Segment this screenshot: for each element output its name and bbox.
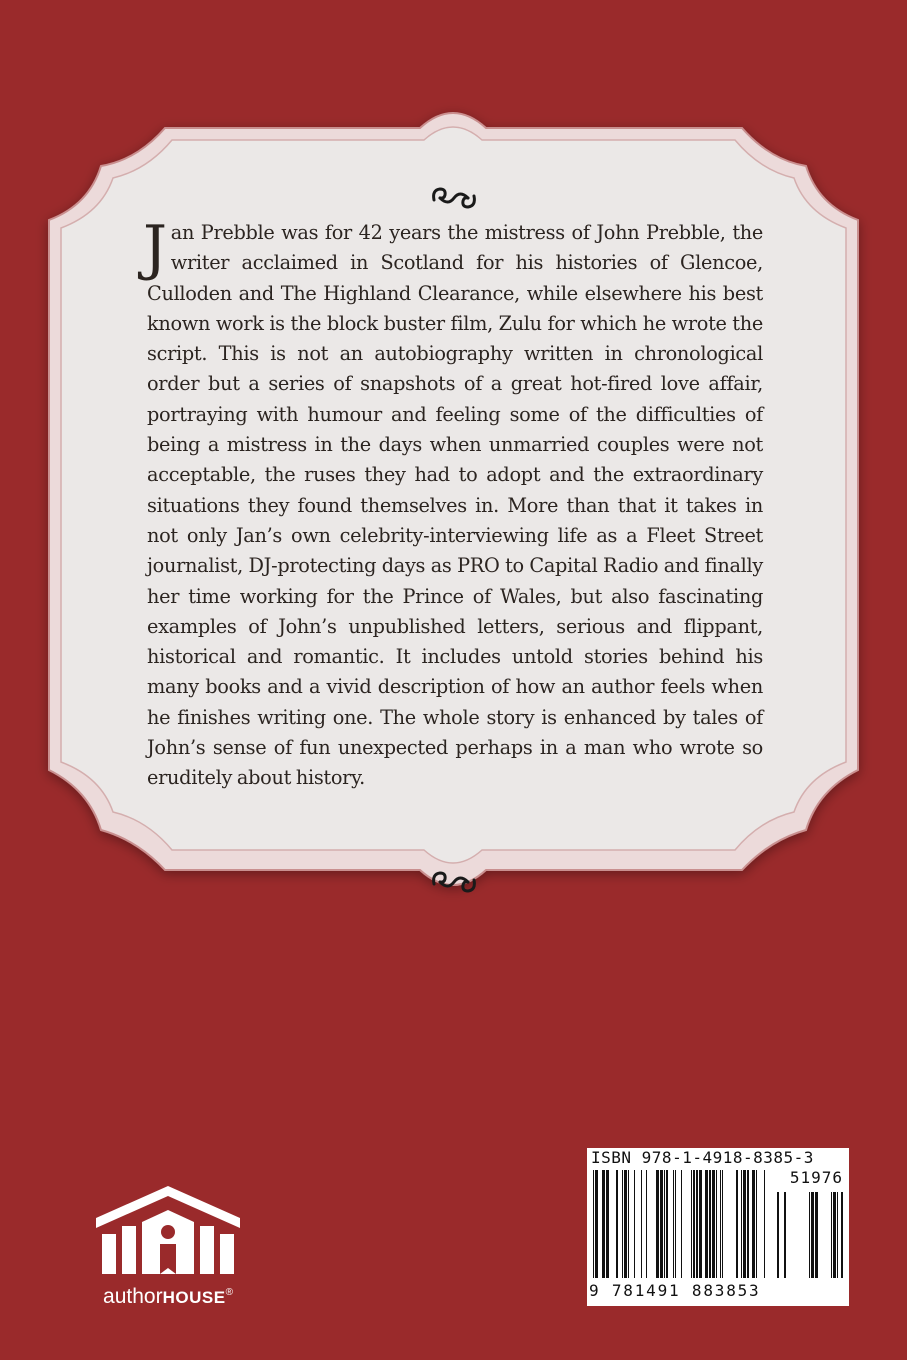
barcode-bar <box>837 1192 838 1278</box>
barcode-bar <box>634 1170 635 1278</box>
barcode-bar <box>675 1170 676 1278</box>
barcode-bar <box>833 1192 836 1278</box>
barcode-bar <box>673 1170 674 1278</box>
barcode-bar <box>720 1170 721 1278</box>
barcode-bar <box>747 1170 749 1278</box>
barcode-bar <box>628 1170 629 1278</box>
barcode-bar <box>815 1192 818 1278</box>
publisher-name-part1: author <box>103 1285 163 1308</box>
barcode-bar <box>602 1170 605 1278</box>
barcode-bar <box>811 1192 814 1278</box>
publisher-name-part2: HOUSE <box>162 1288 226 1307</box>
publisher-logo <box>84 1182 252 1332</box>
scroll-ornament-icon <box>428 868 480 896</box>
isbn-label: ISBN 978-1-4918-8385-3 <box>591 1148 814 1167</box>
barcode-bar <box>616 1170 618 1278</box>
blurb-text <box>143 213 763 794</box>
publisher-name <box>84 1285 252 1309</box>
barcode-bar <box>777 1192 779 1278</box>
barcode-bar <box>705 1170 708 1278</box>
barcode-bar <box>622 1170 623 1278</box>
barcode-bar <box>624 1170 627 1278</box>
barcode-bar <box>696 1170 698 1278</box>
barcode-bar <box>756 1170 757 1278</box>
barcode-bar <box>743 1170 746 1278</box>
scroll-ornament-icon <box>428 184 480 212</box>
barcode-bar <box>606 1170 609 1278</box>
blurb-body: an Prebble was for 42 years the mistress of John Prebble, the writer acclaimed in Scotland for his histories of Glencoe, Culloden and The Highland Clearance, while elsewhere his best known work is the block buster film, Zulu for which he wrote the script. This is not an autobiography written in chronological order but a series of snapshots of a great hot-fired love affair, portraying with humour and feeling some of the difficulties of being a mistress in the days when unmarried couples were not acceptable, the ruses they had to adopt and the extraordinary situations they found themselves in. More than that it takes in not only Jan’s own celebrity-interviewing life as a Fleet Street journalist, DJ-protecting days as PRO to Capital Radio and finally her time working for the Prince of Wales, but also fascinating examples of John’s unpublished letters, serious and flippant, historical and romantic. It includes untold stories behind his many books and a vivid description of how an author feels when he finishes writing one. The whole story is enhanced by tales of John’s sense of fun unexpected perhaps in a man who wrote so eruditely about history. <box>147 221 763 790</box>
house-book-icon <box>92 1182 244 1282</box>
barcode-bar <box>593 1170 594 1278</box>
barcode-bar <box>741 1170 742 1278</box>
barcode-bar <box>736 1170 738 1278</box>
barcode-bar <box>664 1170 665 1278</box>
barcode-bar <box>656 1170 659 1278</box>
barcode-bar <box>681 1170 682 1278</box>
drop-cap: J <box>143 213 167 283</box>
barcode-bar <box>752 1170 755 1278</box>
price-code: 51976 <box>789 1168 843 1187</box>
barcode-bar <box>722 1170 723 1278</box>
barcode-bar <box>709 1170 711 1278</box>
barcode-bar <box>764 1170 765 1278</box>
barcode-bar <box>646 1170 647 1278</box>
barcode-bar <box>784 1192 786 1278</box>
registered-mark: ® <box>225 1287 233 1298</box>
barcode-bar <box>691 1170 692 1278</box>
isbn-barcode <box>587 1148 849 1306</box>
barcode-bar <box>660 1170 663 1278</box>
barcode-bar <box>712 1170 715 1278</box>
barcode-bar <box>831 1192 832 1278</box>
barcode-bar <box>809 1192 810 1278</box>
barcode-bar <box>841 1192 843 1278</box>
barcode-bar <box>693 1170 695 1278</box>
ean-digits: 9 781491 883853 <box>589 1281 761 1300</box>
barcode-bar <box>666 1170 668 1278</box>
barcode-bar <box>716 1170 717 1278</box>
barcode-bar <box>641 1170 642 1278</box>
barcode-bar <box>699 1170 702 1278</box>
barcode-bar <box>595 1170 598 1278</box>
